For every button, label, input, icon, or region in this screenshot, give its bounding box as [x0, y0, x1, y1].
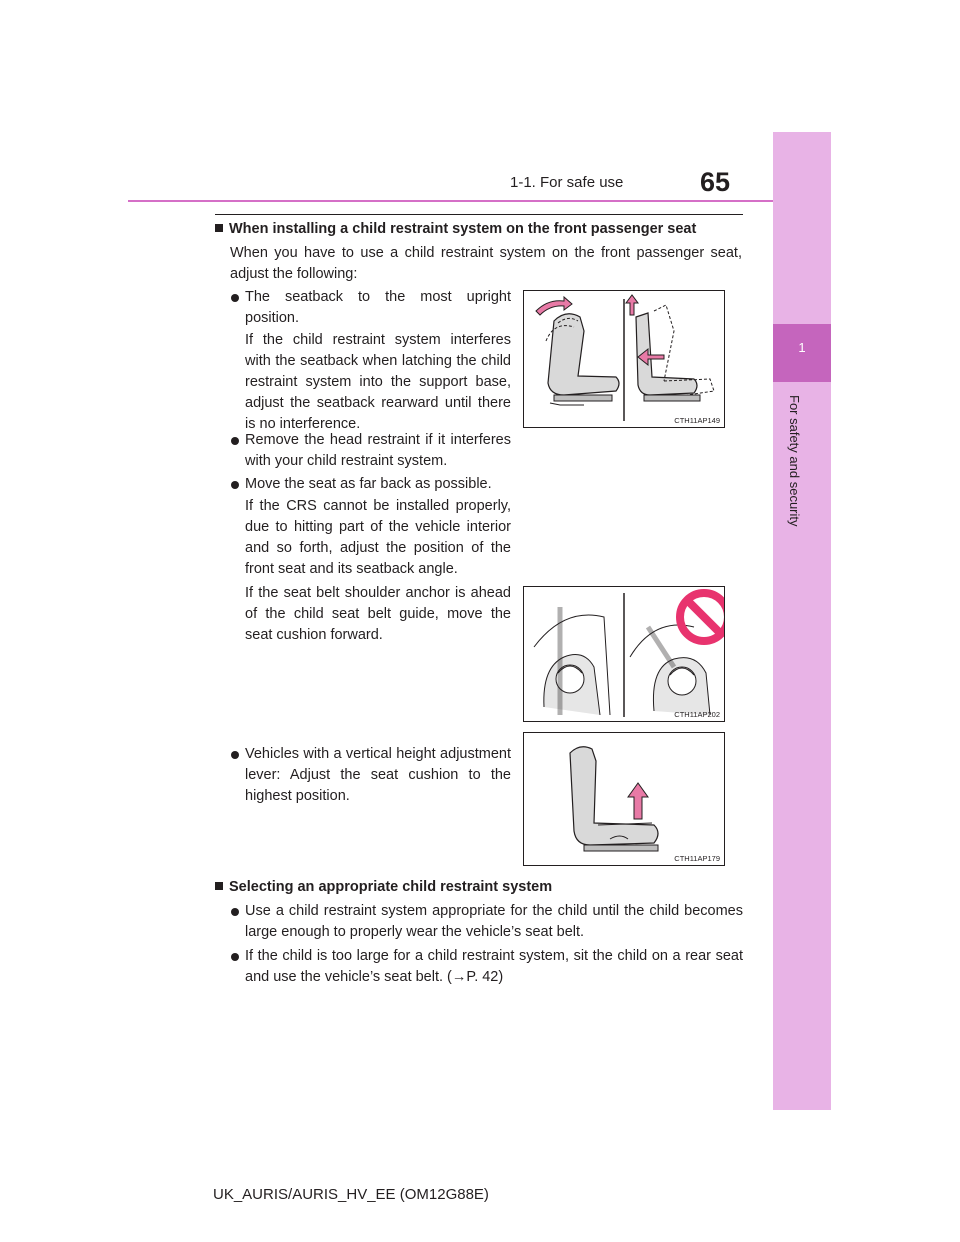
- bullet-text: Move the seat as far back as possible.: [245, 476, 492, 492]
- section-heading-front-seat: [215, 221, 696, 237]
- square-bullet-icon: [215, 224, 223, 232]
- footer-model-code: UK_AURIS/AURIS_HV_EE (OM12G88E): [213, 1186, 489, 1203]
- header-rule: [128, 200, 831, 202]
- header-section-title: 1-1. For safe use: [510, 174, 624, 191]
- figure-code: CTH11AP149: [674, 416, 720, 425]
- bullet-appropriate-crs: [245, 901, 743, 943]
- bullet-dot-icon: [231, 481, 239, 489]
- child-seat-belt-illustration-icon: [524, 587, 724, 721]
- chapter-number: 1: [798, 340, 806, 355]
- bullet-dot-icon: [231, 908, 239, 916]
- bullet-height-adjustment: [245, 744, 511, 807]
- bullet-text: The seatback to the most upright position.: [245, 289, 511, 326]
- bullet-head-restraint: [245, 430, 511, 472]
- seat-height-illustration-icon: [524, 733, 724, 865]
- bullet-dot-icon: [231, 437, 239, 445]
- bullet-seatback-note: If the child restraint system interferes with the seatback when latching the child restraint system into the support base, adjust the seatback rearward until there is no interference.: [245, 332, 511, 432]
- chapter-side-tab[interactable]: [773, 132, 831, 1110]
- bullet-shoulder-anchor-note: If the seat belt shoulder anchor is ahead of the child seat belt guide, move the seat cushion forward.: [245, 585, 511, 643]
- bullet-text: Use a child restraint system appropriate for the child until the child becomes large enough to properly wear the vehicle’s seat belt.: [245, 903, 743, 940]
- figure-seat-cushion-height: [523, 732, 725, 866]
- section-heading-text: Selecting an appropriate child restraint system: [229, 879, 553, 895]
- section-heading-selecting-crs: [215, 879, 552, 895]
- bullet-text: Vehicles with a vertical height adjustment lever: Adjust the seat cushion to the highest position.: [245, 746, 511, 804]
- bullet-text: If the child is too large for a child restraint system, sit the child on a rear seat and use the vehicle’s seat belt. (→P. 42): [245, 948, 743, 985]
- bullet-crs-note: If the CRS cannot be installed properly, due to hitting part of the vehicle interior and so forth, adjust the position of the front seat and its seatback angle.: [245, 498, 511, 577]
- bullet-seatback-upright: [245, 287, 511, 329]
- bullet-too-large-child: [245, 946, 743, 988]
- bullet-text: Remove the head restraint if it interferes with your child restraint system.: [245, 432, 511, 469]
- figure-code: CTH11AP179: [674, 854, 720, 863]
- section-heading-text: When installing a child restraint system on the front passenger seat: [229, 221, 697, 237]
- section-intro: When you have to use a child restraint system on the front passenger seat, adjust the following:: [230, 245, 742, 282]
- bullet-dot-icon: [231, 294, 239, 302]
- figure-seatback-upright: [523, 290, 725, 428]
- square-bullet-icon: [215, 882, 223, 890]
- section-rule: [215, 214, 743, 215]
- bullet-dot-icon: [231, 751, 239, 759]
- bullet-move-seat-back: [245, 474, 511, 495]
- seat-illustration-icon: [524, 291, 724, 427]
- figure-seat-belt-guide: [523, 586, 725, 722]
- figure-code: CTH11AP202: [674, 710, 720, 719]
- chapter-title: For safety and security: [787, 395, 802, 527]
- bullet-dot-icon: [231, 953, 239, 961]
- page-number: 65: [700, 167, 731, 197]
